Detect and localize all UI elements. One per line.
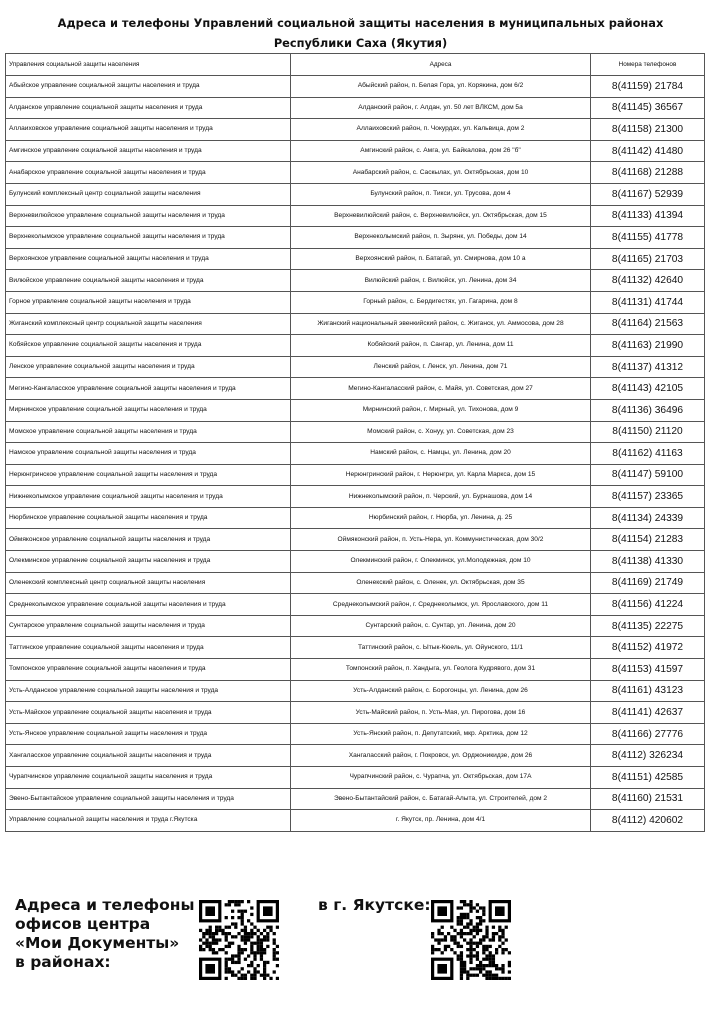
department-cell: Алданское управление социальной защиты населения и труда: [6, 97, 291, 119]
table-row: [6, 205, 705, 227]
address-cell: Абыйский район, п. Белая Гора, ул. Корякина, дом 6/2: [291, 76, 591, 98]
phone-cell: 8(41161) 43123: [591, 680, 705, 702]
phone-cell: 8(41147) 59100: [591, 464, 705, 486]
table-row: [6, 464, 705, 486]
department-cell: Абыйское управление социальной защиты населения и труда: [6, 76, 291, 98]
address-cell: Верхоянский район, п. Батагай, ул. Смирнова, дом 10 а: [291, 248, 591, 270]
table-row: [6, 529, 705, 551]
department-cell: Верхоянское управление социальной защиты населения и труда: [6, 248, 291, 270]
phone-cell: 8(41152) 41972: [591, 637, 705, 659]
phone-cell: 8(41168) 21288: [591, 162, 705, 184]
table-header-row: [6, 54, 705, 76]
phone-cell: 8(41138) 41330: [591, 551, 705, 573]
page-title: [0, 13, 721, 53]
department-cell: Момское управление социальной защиты населения и труда: [6, 421, 291, 443]
phone-cell: 8(41167) 52939: [591, 183, 705, 205]
phone-cell: 8(41136) 36496: [591, 399, 705, 421]
qr-code-icon[interactable]: [199, 900, 279, 980]
footer-yakutsk-label: в г. Якутске:: [318, 896, 431, 914]
phone-cell: 8(41158) 21300: [591, 119, 705, 141]
department-cell: Мегино-Кангаласское управление социальной защиты населения и труда: [6, 378, 291, 400]
table-row: [6, 810, 705, 832]
table-row: [6, 551, 705, 573]
phone-cell: 8(41143) 42105: [591, 378, 705, 400]
table-body: [6, 76, 705, 832]
table-row: [6, 227, 705, 249]
phone-cell: 8(41159) 21784: [591, 76, 705, 98]
phone-cell: 8(41169) 21749: [591, 572, 705, 594]
address-cell: Томпонский район, п. Хандыга, ул. Геолога Кудрявого, дом 31: [291, 659, 591, 681]
address-cell: Сунтарский район, с. Сунтар, ул. Ленина, дом 20: [291, 615, 591, 637]
department-cell: Сунтарское управление социальной защиты населения и труда: [6, 615, 291, 637]
address-cell: Мегино-Кангаласский район, с. Майя, ул. Советская, дом 27: [291, 378, 591, 400]
table-row: [6, 291, 705, 313]
department-cell: Булунский комплексный центр социальной защиты населения: [6, 183, 291, 205]
header-phone: Номера телефонов: [591, 54, 705, 76]
address-cell: Намский район, с. Намцы, ул. Ленина, дом 20: [291, 443, 591, 465]
address-cell: Нюрбинский район, г. Нюрба, ул. Ленина, д. 25: [291, 507, 591, 529]
address-cell: Среднеколымский район, г. Среднеколымск, ул. Ярославского, дом 11: [291, 594, 591, 616]
table-row: [6, 702, 705, 724]
table-row: [6, 615, 705, 637]
table-row: [6, 572, 705, 594]
phone-cell: 8(41131) 41744: [591, 291, 705, 313]
address-cell: Оймяконский район, п. Усть-Нера, ул. Коммунистическая, дом 30/2: [291, 529, 591, 551]
phone-cell: 8(41156) 41224: [591, 594, 705, 616]
department-cell: Усть-Янское управление социальной защиты населения и труда: [6, 723, 291, 745]
table-row: [6, 313, 705, 335]
table-row: [6, 745, 705, 767]
phone-cell: 8(41166) 27776: [591, 723, 705, 745]
department-cell: Томпонское управление социальной защиты населения и труда: [6, 659, 291, 681]
address-cell: Горный район, с. Бердигестях, ул. Гагарина, дом 8: [291, 291, 591, 313]
address-cell: Алданский район, г. Алдан, ул. 50 лет ВЛКСМ, дом 5а: [291, 97, 591, 119]
department-cell: Аллаиховское управление социальной защиты населения и труда: [6, 119, 291, 141]
table-row: [6, 659, 705, 681]
address-cell: Верхнеколымский район, п. Зырянк, ул. Победы, дом 14: [291, 227, 591, 249]
table-row: [6, 140, 705, 162]
footer-line: Адреса и телефоны: [15, 896, 195, 914]
address-cell: Булунский район, п. Тикси, ул. Трусова, дом 4: [291, 183, 591, 205]
department-cell: Жиганский комплексный центр социальной защиты населения: [6, 313, 291, 335]
phone-cell: 8(41137) 41312: [591, 356, 705, 378]
department-cell: Нерюнгринское управление социальной защиты населения и труда: [6, 464, 291, 486]
phone-cell: 8(41145) 36567: [591, 97, 705, 119]
table-row: [6, 637, 705, 659]
table-row: [6, 723, 705, 745]
table-row: [6, 270, 705, 292]
department-cell: Чурапчинское управление социальной защиты населения и труда: [6, 767, 291, 789]
table-row: [6, 486, 705, 508]
address-cell: Эвено-Бытантайский район, с. Батагай-Алыта, ул. Строителей, дом 2: [291, 788, 591, 810]
phone-cell: 8(4112) 326234: [591, 745, 705, 767]
department-cell: Таттинское управление социальной защиты населения и труда: [6, 637, 291, 659]
table-row: [6, 767, 705, 789]
address-cell: Чурапчинский район, с. Чурапча, ул. Октябрьская, дом 17А: [291, 767, 591, 789]
department-cell: Амгинское управление социальной защиты населения и труда: [6, 140, 291, 162]
phone-cell: 8(41154) 21283: [591, 529, 705, 551]
footer-offices-label: [15, 896, 195, 972]
phone-cell: 8(41153) 41597: [591, 659, 705, 681]
table-row: [6, 399, 705, 421]
department-cell: Нюрбинское управление социальной защиты населения и труда: [6, 507, 291, 529]
header-address: Адреса: [291, 54, 591, 76]
department-cell: Анабарское управление социальной защиты населения и труда: [6, 162, 291, 184]
phone-cell: 8(41133) 41394: [591, 205, 705, 227]
department-cell: Оймяконское управление социальной защиты населения и труда: [6, 529, 291, 551]
table-row: [6, 183, 705, 205]
department-cell: Усть-Алданское управление социальной защиты населения и труда: [6, 680, 291, 702]
address-cell: Таттинский район, с. Ытык-Кюель, ул. Ойунского, 11/1: [291, 637, 591, 659]
department-cell: Кобяйское управление социальной защиты населения и труда: [6, 335, 291, 357]
address-cell: Анабарский район, с. Саскылах, ул. Октябрьская, дом 10: [291, 162, 591, 184]
address-cell: Аллаиховский район, п. Чокурдах, ул. Кальвица, дом 2: [291, 119, 591, 141]
phone-cell: 8(41132) 42640: [591, 270, 705, 292]
table-row: [6, 248, 705, 270]
qr-code-icon[interactable]: [431, 900, 511, 980]
department-cell: Усть-Майское управление социальной защиты населения и труда: [6, 702, 291, 724]
phone-cell: 8(41162) 41163: [591, 443, 705, 465]
address-cell: г. Якутск, пр. Ленина, дом 4/1: [291, 810, 591, 832]
address-cell: Хангаласский район, г. Покровск, ул. Орджоникидзе, дом 26: [291, 745, 591, 767]
address-cell: Момский район, с. Хонуу, ул. Советская, дом 23: [291, 421, 591, 443]
table-row: [6, 421, 705, 443]
address-cell: Нерюнгринский район, г. Нерюнгри, ул. Карла Маркса, дом 15: [291, 464, 591, 486]
table-row: [6, 680, 705, 702]
contacts-table: [5, 53, 705, 832]
footer-line: в районах:: [15, 953, 111, 971]
department-cell: Эвено-Бытантайское управление социальной защиты населения и труда: [6, 788, 291, 810]
phone-cell: 8(41141) 42637: [591, 702, 705, 724]
address-cell: Мирнинский район, г. Мирный, ул. Тихонова, дом 9: [291, 399, 591, 421]
table-row: [6, 788, 705, 810]
table-row: [6, 97, 705, 119]
address-cell: Ленский район, г. Ленск, ул. Ленина, дом 71: [291, 356, 591, 378]
address-cell: Кобяйский район, п. Сангар, ул. Ленина, дом 11: [291, 335, 591, 357]
phone-cell: 8(41157) 23365: [591, 486, 705, 508]
department-cell: Хангаласское управление социальной защиты населения и труда: [6, 745, 291, 767]
table-row: [6, 378, 705, 400]
department-cell: Вилюйское управление социальной защиты населения и труда: [6, 270, 291, 292]
address-cell: Верхневилюйский район, с. Верхневилюйск, ул. Октябрьская, дом 15: [291, 205, 591, 227]
phone-cell: 8(4112) 420602: [591, 810, 705, 832]
address-cell: Оленекский район, с. Оленек, ул. Октябрьская, дом 35: [291, 572, 591, 594]
footer-line: офисов центра: [15, 915, 151, 933]
department-cell: Мирнинское управление социальной защиты населения и труда: [6, 399, 291, 421]
address-cell: Усть-Майский район, п. Усть-Мая, ул. Пирогова, дом 16: [291, 702, 591, 724]
phone-cell: 8(41165) 21703: [591, 248, 705, 270]
department-cell: Верхневилюйское управление социальной защиты населения и труда: [6, 205, 291, 227]
address-cell: Нижнеколымский район, п. Черский, ул. Бурнашова, дом 14: [291, 486, 591, 508]
address-cell: Олекминский район, г. Олекминск, ул.Молодежная, дом 10: [291, 551, 591, 573]
table-row: [6, 76, 705, 98]
department-cell: Управление социальной защиты населения и труда г.Якутска: [6, 810, 291, 832]
department-cell: Нижнеколымское управление социальной защиты населения и труда: [6, 486, 291, 508]
address-cell: Усть-Янский район, п. Депутатский, мкр. Арктика, дом 12: [291, 723, 591, 745]
address-cell: Вилюйский район, г. Вилюйск, ул. Ленина, дом 34: [291, 270, 591, 292]
table-row: [6, 507, 705, 529]
table-row: [6, 356, 705, 378]
department-cell: Среднеколымское управление социальной защиты населения и труда: [6, 594, 291, 616]
phone-cell: 8(41151) 42585: [591, 767, 705, 789]
title-line-1: Адреса и телефоны Управлений социальной защиты населения в муниципальных районах: [57, 16, 664, 30]
table-row: [6, 162, 705, 184]
department-cell: Оленекский комплексный центр социальной защиты населения: [6, 572, 291, 594]
footer-line: «Мои Документы»: [15, 934, 180, 952]
phone-cell: 8(41163) 21990: [591, 335, 705, 357]
phone-cell: 8(41164) 21563: [591, 313, 705, 335]
phone-cell: 8(41134) 24339: [591, 507, 705, 529]
address-cell: Жиганский национальный эвенкийский район, с. Жиганск, ул. Аммосова, дом 28: [291, 313, 591, 335]
department-cell: Олекминское управление социальной защиты населения и труда: [6, 551, 291, 573]
table-row: [6, 335, 705, 357]
department-cell: Ленское управление социальной защиты населения и труда: [6, 356, 291, 378]
table-row: [6, 594, 705, 616]
table-row: [6, 443, 705, 465]
table-row: [6, 119, 705, 141]
address-cell: Амгинский район, с. Амга, ул. Байкалова, дом 26 "б": [291, 140, 591, 162]
phone-cell: 8(41150) 21120: [591, 421, 705, 443]
phone-cell: 8(41155) 41778: [591, 227, 705, 249]
address-cell: Усть-Алданский район, с. Борогонцы, ул. Ленина, дом 26: [291, 680, 591, 702]
phone-cell: 8(41160) 21531: [591, 788, 705, 810]
department-cell: Верхнеколымское управление социальной защиты населения и труда: [6, 227, 291, 249]
phone-cell: 8(41135) 22275: [591, 615, 705, 637]
phone-cell: 8(41142) 41480: [591, 140, 705, 162]
department-cell: Намское управление социальной защиты населения и труда: [6, 443, 291, 465]
department-cell: Горное управление социальной защиты населения и труда: [6, 291, 291, 313]
title-line-2: Республики Саха (Якутия): [273, 36, 448, 50]
header-department: Управления социальной защиты населения: [6, 54, 291, 76]
